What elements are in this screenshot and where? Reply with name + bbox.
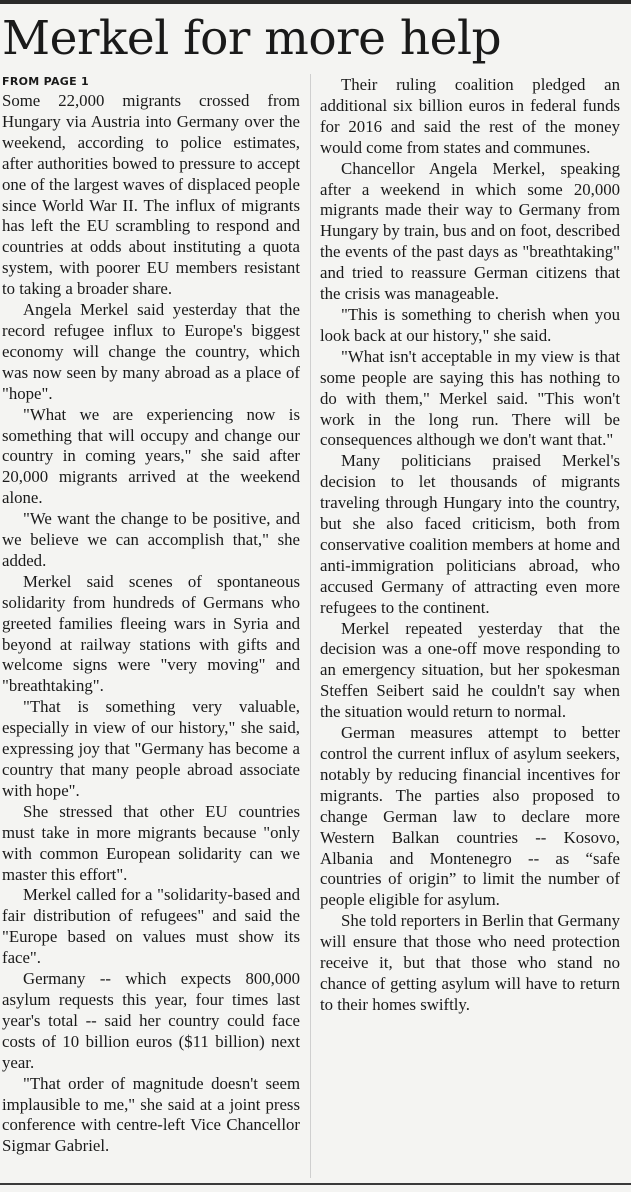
paragraph: "That is something very valuable, especially in view of our history," she said, expressing joy that "Germany has become a country that many people abroad associate with hope". [2,697,300,800]
paragraph: Chancellor Angela Merkel, speaking after a weekend in which some 20,000 migrants made their way to Germany from Hungary by train, bus and on foot, described the events of the past days as "breathtaking" and tried to reassure German citizens that the crisis was manageable. [320,158,620,304]
paragraph: "What we are experiencing now is something that will occupy and change our country in coming years," she said after 20,000 migrants arrived at the weekend alone. [2,404,300,508]
paragraph: Merkel called for a "solidarity-based and fair distribution of refugees" and said the "Europe based on values must show its face". [2,885,300,968]
paragraph: "This is something to cherish when you look back at our history," she said. [320,304,620,345]
paragraph: "That order of magnitude doesn't seem implausible to me," she said at a joint press conference with centre-left Vice Chancellor Sigmar Gabriel. [2,1073,300,1156]
bottom-rule [0,1183,631,1185]
paragraph: She told reporters in Berlin that Germany will ensure that those who need protection receive it, but that those who stand no chance of getting asylum will have to return to their homes swiftly. [320,911,620,1014]
paragraph: German measures attempt to better control the current influx of asylum seekers, notably by reducing financial incentives for migrants. The parties also proposed to change German law to declare more Western Balkan countries -- Kosovo, Albania and Montenegro -- as “safe countries of origin” to limit the number of people eligible for asylum. [320,723,620,910]
column-divider [310,74,311,1178]
paragraph: Many politicians praised Merkel's decision to let thousands of migrants traveling through Hungary into the country, but she also faced criticism, both from conservative coalition members at home and anti-immigration politicians abroad, who accused Germany of attracting even more refugees to the continent. [320,451,620,617]
paragraph: "We want the change to be positive, and we believe we can accomplish that," she added. [2,509,300,570]
paragraph: Merkel repeated yesterday that the decision was a one-off move responding to an emergency situation, but her spokesman Steffen Seibert said he couldn't say when the situation would return to normal. [320,618,620,722]
article-column-left [2,74,300,1157]
headline: Merkel for more help [2,11,502,66]
top-rule [0,0,631,4]
article-column-right [320,75,620,1016]
paragraph: Some 22,000 migrants crossed from Hungary via Austria into Germany over the weekend, according to police estimates, after authorities bowed to pressure to accept one of the largest waves of displaced people since World War II. The influx of migrants has left the EU scrambling to respond and countries at odds about instituting a quota system, with poorer EU members resistant to taking a broader share. [2,91,300,299]
paragraph: Germany -- which expects 800,000 asylum requests this year, four times last year's total -- said her country could face costs of 10 billion euros ($11 billion) next year. [2,969,300,1072]
paragraph: Their ruling coalition pledged an additional six billion euros in federal funds for 2016 and said the rest of the money would come from states and communes. [320,75,620,157]
paragraph: Angela Merkel said yesterday that the record refugee influx to Europe's biggest economy will change the country, which was now seen by many abroad as a place of "hope". [2,300,300,403]
continuation-kicker: FROM PAGE 1 [2,75,90,88]
paragraph: Merkel said scenes of spontaneous solidarity from hundreds of Germans who greeted families fleeing wars in Syria and beyond at railway stations with gifts and welcome signs were "very moving" and "breathtaking". [2,571,300,696]
paragraph: She stressed that other EU countries must take in more migrants because "only with common European solidarity can we master this effort". [2,801,300,884]
paragraph: "What isn't acceptable in my view is that some people are saying this has nothing to do with them," Merkel said. "This won't work in the long run. There will be consequences although we don't want that." [320,346,620,450]
